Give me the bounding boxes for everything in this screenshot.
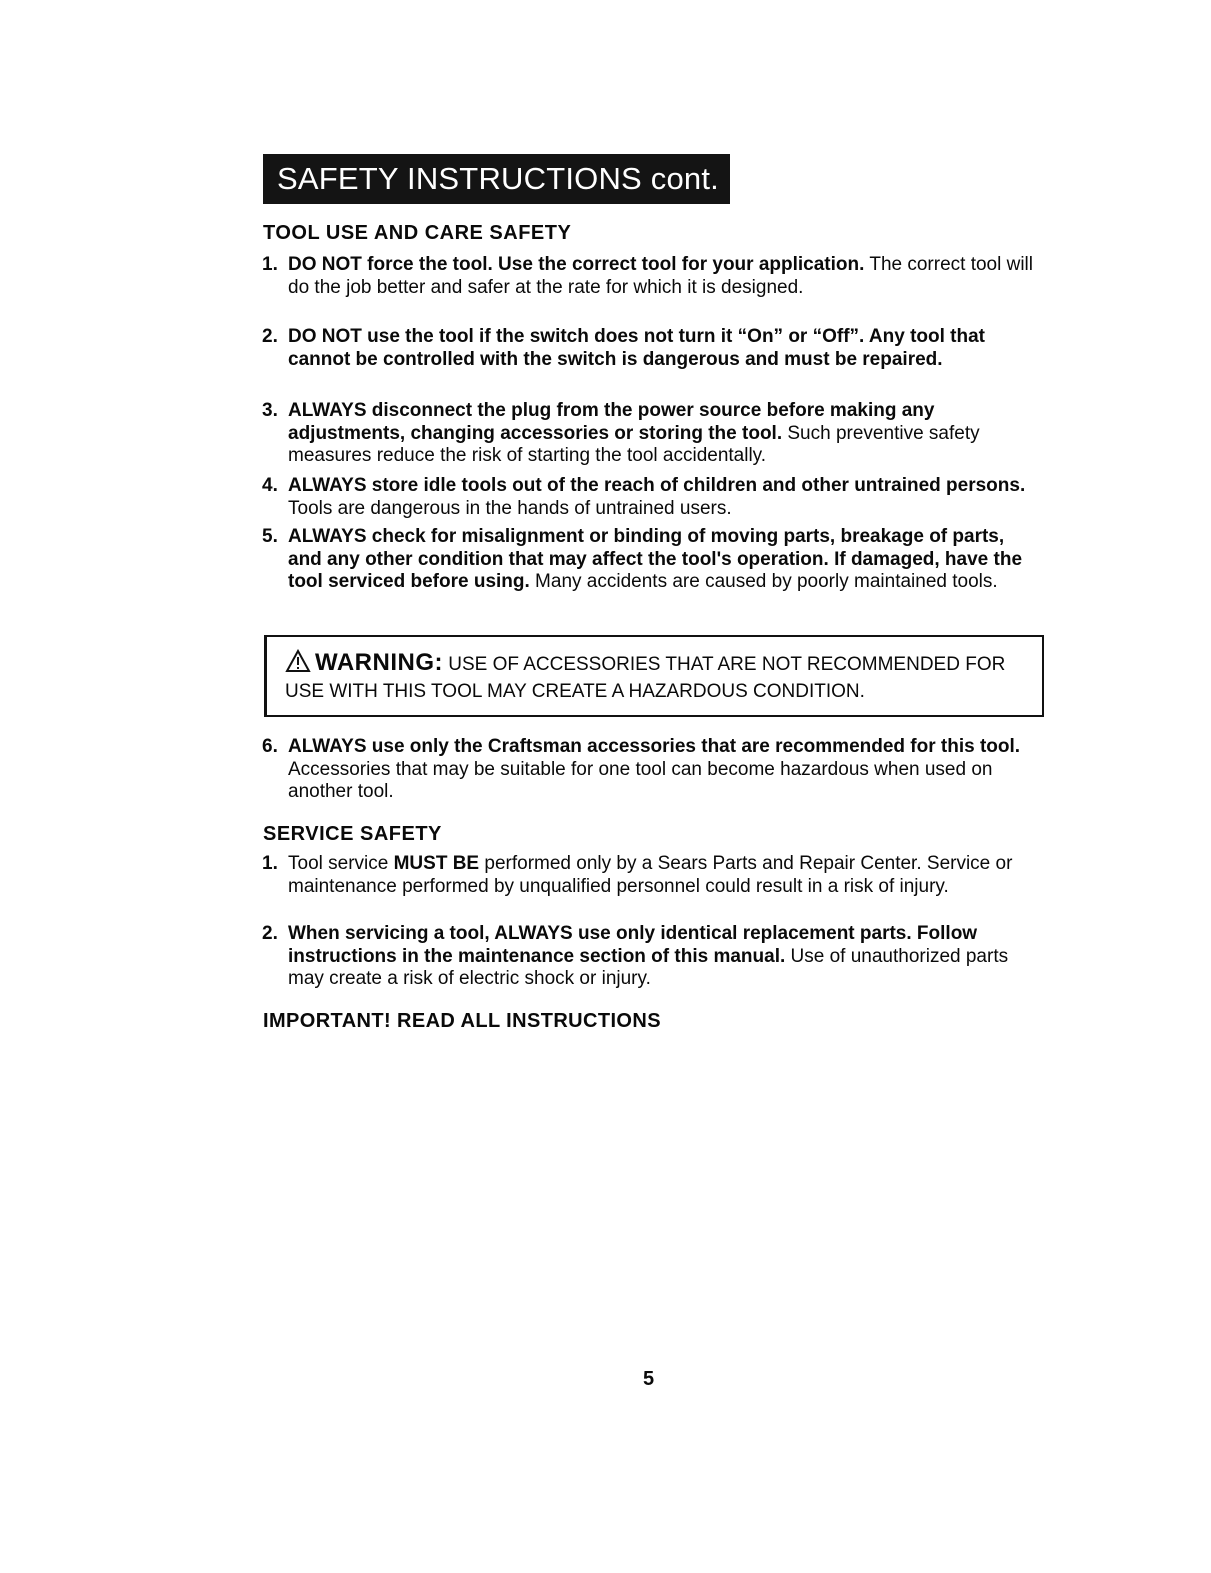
item-text: Many accidents are caused by poorly maintained tools. (529, 571, 998, 592)
item-bold-text: ALWAYS use only the Craftsman accessories that are recommended for this tool. (288, 736, 1021, 757)
tool-use-item-3 (262, 400, 1042, 468)
item-number: 2. (262, 923, 278, 944)
item-number: 2. (262, 326, 278, 347)
item-number: 4. (262, 475, 278, 496)
service-item-1 (262, 853, 1042, 898)
tool-use-item-2 (262, 326, 1042, 371)
tool-use-item-4 (262, 475, 1042, 520)
item-bold-text: MUST BE (393, 853, 480, 874)
warning-text: USE OF ACCESSORIES THAT ARE NOT RECOMMENDED FOR USE WITH THIS TOOL MAY CREATE A HAZARDOUS CONDITION. (285, 654, 1006, 702)
item-number: 6. (262, 736, 278, 757)
item-text: Such preventive safety measures reduce the risk of starting the tool accidentally. (288, 422, 980, 466)
item-number: 5. (262, 526, 278, 547)
service-safety-heading: SERVICE SAFETY (263, 823, 442, 845)
important-footer: IMPORTANT! READ ALL INSTRUCTIONS (263, 1010, 661, 1032)
item-number: 3. (262, 400, 278, 421)
tool-use-item-1 (262, 254, 1042, 299)
item-bold-text: ALWAYS disconnect the plug from the power source before making any adjustments, changing accessories or storing the tool. (288, 400, 935, 444)
item-bold-text: ALWAYS store idle tools out of the reach of children and other untrained persons. (288, 475, 1026, 496)
item-text: Use of unauthorized parts may create a risk of electric shock or injury. (288, 945, 1009, 989)
warning-title: WARNING: (315, 649, 443, 676)
item-text: Tools are dangerous in the hands of untrained users. (288, 497, 732, 519)
item-text: The correct tool will do the job better and safer at the rate for which it is designed. (288, 254, 1034, 298)
tool-use-item-6 (262, 736, 1042, 804)
item-number: 1. (262, 853, 278, 874)
item-bold-text: DO NOT force the tool. Use the correct tool for your application. (288, 254, 865, 275)
item-number: 1. (262, 254, 278, 275)
item-bold-text: ALWAYS check for misalignment or binding of moving parts, breakage of parts, and any other condition that may affect the tool's operation. If damaged, have the tool serviced before using. (288, 526, 1023, 592)
page-banner: SAFETY INSTRUCTIONS cont. (263, 154, 730, 204)
warning-triangle-icon (285, 649, 311, 680)
item-pre-text: Tool service (288, 853, 394, 874)
tool-use-heading: TOOL USE AND CARE SAFETY (263, 222, 572, 244)
service-item-2 (262, 923, 1042, 991)
warning-box (264, 635, 1044, 717)
page-number: 5 (643, 1368, 655, 1390)
item-text: Accessories that may be suitable for one tool can become hazardous when used on another tool. (288, 758, 993, 802)
tool-use-item-5 (262, 526, 1042, 594)
item-bold-text: DO NOT use the tool if the switch does not turn it “On” or “Off”. Any tool that cannot be controlled with the switch is dangerous and must be repaired. (288, 326, 985, 370)
item-bold-text: When servicing a tool, ALWAYS use only identical replacement parts. Follow instructions in the maintenance section of this manual. (288, 923, 978, 967)
item-text: performed only by a Sears Parts and Repair Center. Service or maintenance performed by unqualified personnel could result in a risk of injury. (288, 853, 1013, 897)
